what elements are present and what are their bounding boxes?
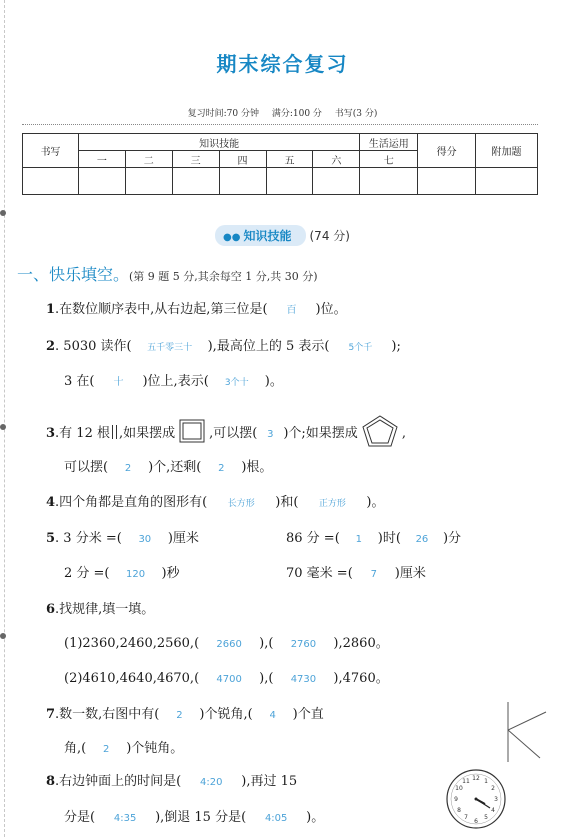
svg-text:11: 11 bbox=[462, 778, 470, 785]
answer: 3 bbox=[267, 429, 274, 440]
question-4: 4.四个角都是直角的图形有( 长方形 )和( 正方形 )。 bbox=[46, 495, 385, 510]
score-col: 七 bbox=[360, 151, 418, 168]
svg-text:7: 7 bbox=[464, 814, 468, 821]
section-badge-label: 知识技能 bbox=[243, 229, 292, 243]
score-col: 四 bbox=[219, 151, 266, 168]
score-header-life: 生活运用 bbox=[360, 134, 418, 151]
score-cell[interactable] bbox=[219, 168, 266, 195]
score-header-score: 得分 bbox=[418, 134, 476, 168]
svg-text:9: 9 bbox=[454, 796, 458, 803]
answer: 正方形 bbox=[318, 499, 346, 509]
answer: 长方形 bbox=[227, 499, 255, 509]
score-table bbox=[22, 133, 538, 195]
score-col: 三 bbox=[172, 151, 219, 168]
divider bbox=[22, 124, 538, 125]
binding-hole bbox=[0, 633, 6, 639]
answer: 2660 bbox=[216, 639, 242, 650]
question-3: 3.有 12 根 ,如果摆成 ,可以摆( 3 )个;如果摆成 , bbox=[46, 413, 406, 449]
score-cell[interactable] bbox=[313, 168, 360, 195]
score-cell[interactable] bbox=[172, 168, 219, 195]
svg-text:3: 3 bbox=[494, 796, 498, 803]
score-header-bonus: 附加题 bbox=[476, 134, 538, 168]
svg-text:2: 2 bbox=[491, 785, 495, 792]
exam-writing-score: 书写(3 分) bbox=[334, 109, 378, 119]
section-badge-points: (74 分) bbox=[309, 229, 350, 243]
answer: 2 bbox=[103, 744, 110, 755]
exam-meta bbox=[0, 106, 565, 119]
answer: 30 bbox=[138, 534, 152, 545]
answer: 2760 bbox=[290, 639, 317, 650]
score-col: 五 bbox=[266, 151, 313, 168]
square-figure-icon bbox=[177, 418, 207, 444]
question-6: 6.找规律,填一填。 bbox=[46, 602, 155, 617]
answer: 4:20 bbox=[200, 777, 223, 788]
answer: 7 bbox=[370, 569, 377, 580]
score-cell[interactable] bbox=[78, 168, 125, 195]
dots-icon: ●● bbox=[223, 232, 241, 243]
question-5: 5. 3 分米 =( 30 )厘米 bbox=[46, 531, 199, 546]
answer: 百 bbox=[286, 305, 297, 316]
svg-text:5: 5 bbox=[484, 814, 488, 821]
binding-hole bbox=[0, 210, 6, 216]
svg-text:4: 4 bbox=[491, 807, 495, 814]
answer: 2 bbox=[124, 463, 132, 474]
question-8: 8.右边钟面上的时间是( 4:20 ),再过 15 bbox=[46, 774, 298, 789]
answer: 2 bbox=[176, 710, 183, 721]
score-cell[interactable] bbox=[476, 168, 538, 195]
question-5-d: 70 毫米 =( 7 )厘米 bbox=[286, 566, 426, 581]
stick-icon bbox=[112, 425, 117, 439]
answer: 4:05 bbox=[264, 813, 288, 824]
answer: 五千零三十 bbox=[147, 343, 193, 353]
score-cell[interactable] bbox=[418, 168, 476, 195]
svg-text:1: 1 bbox=[484, 778, 488, 785]
answer: 十 bbox=[113, 377, 124, 388]
question-6-row-2: (2)4610,4640,4670,( 4700 ),( 4730 ),4760。 bbox=[64, 671, 389, 686]
clock-icon bbox=[445, 768, 507, 830]
page-title: 期末综合复习 bbox=[216, 52, 349, 76]
part-heading bbox=[17, 262, 318, 285]
score-cell[interactable] bbox=[266, 168, 313, 195]
answer: 4730 bbox=[290, 674, 317, 685]
answer: 5个千 bbox=[348, 343, 373, 353]
part-title: 一、快乐填空。 bbox=[17, 265, 130, 284]
angle-figure bbox=[500, 700, 550, 766]
answer: 120 bbox=[125, 569, 146, 580]
answer: 2 bbox=[218, 463, 225, 474]
score-cell[interactable] bbox=[125, 168, 172, 195]
answer: 4 bbox=[269, 710, 276, 721]
question-3-line-2: 可以摆( 2 )个,还剩( 2 )根。 bbox=[64, 460, 273, 475]
answer: 3个十 bbox=[224, 378, 249, 388]
score-col: 一 bbox=[78, 151, 125, 168]
answer: 4700 bbox=[216, 674, 242, 685]
question-7: 7.数一数,右图中有( 2 )个锐角,( 4 )个直 bbox=[46, 707, 324, 722]
answer: 1 bbox=[355, 534, 362, 545]
binding-hole bbox=[0, 424, 6, 430]
svg-text:10: 10 bbox=[455, 785, 463, 792]
question-5-b: 86 分 =( 1 )时( 26 )分 bbox=[286, 531, 462, 546]
pentagon-figure-icon bbox=[360, 413, 400, 449]
question-7-line-2: 角,( 2 )个钝角。 bbox=[64, 741, 184, 756]
question-5-c: 2 分 =( 120 )秒 bbox=[64, 566, 180, 581]
svg-text:8: 8 bbox=[457, 807, 461, 814]
exam-time: 复习时间:70 分钟 bbox=[187, 109, 259, 119]
question-8-line-2: 分是( 4:35 ),倒退 15 分是( 4:05 )。 bbox=[64, 810, 325, 825]
part-note: (第 9 题 5 分,其余每空 1 分,共 30 分) bbox=[129, 270, 318, 283]
score-col: 六 bbox=[313, 151, 360, 168]
answer: 26 bbox=[415, 534, 429, 545]
svg-text:6: 6 bbox=[474, 818, 478, 825]
question-1: 1.在数位顺序表中,从右边起,第三位是( 百 )位。 bbox=[46, 302, 347, 317]
score-cell[interactable] bbox=[360, 168, 418, 195]
exam-full-score: 满分:100 分 bbox=[271, 109, 322, 119]
score-header-writing: 书写 bbox=[23, 134, 79, 168]
question-2-line-2: 3 在( 十 )位上,表示( 3个十 )。 bbox=[64, 374, 283, 389]
score-col: 二 bbox=[125, 151, 172, 168]
svg-text:12: 12 bbox=[472, 775, 480, 782]
question-2: 2. 5030 读作( 五千零三十 ),最高位上的 5 表示( 5个千 ); bbox=[46, 339, 401, 354]
answer: 4:35 bbox=[113, 813, 137, 824]
score-cell[interactable] bbox=[23, 168, 79, 195]
question-6-row-1: (1)2360,2460,2560,( 2660 ),( 2760 ),2860。 bbox=[64, 636, 389, 651]
score-header-knowledge: 知识技能 bbox=[78, 134, 359, 151]
section-badge bbox=[0, 225, 565, 246]
binding-line bbox=[4, 0, 5, 837]
